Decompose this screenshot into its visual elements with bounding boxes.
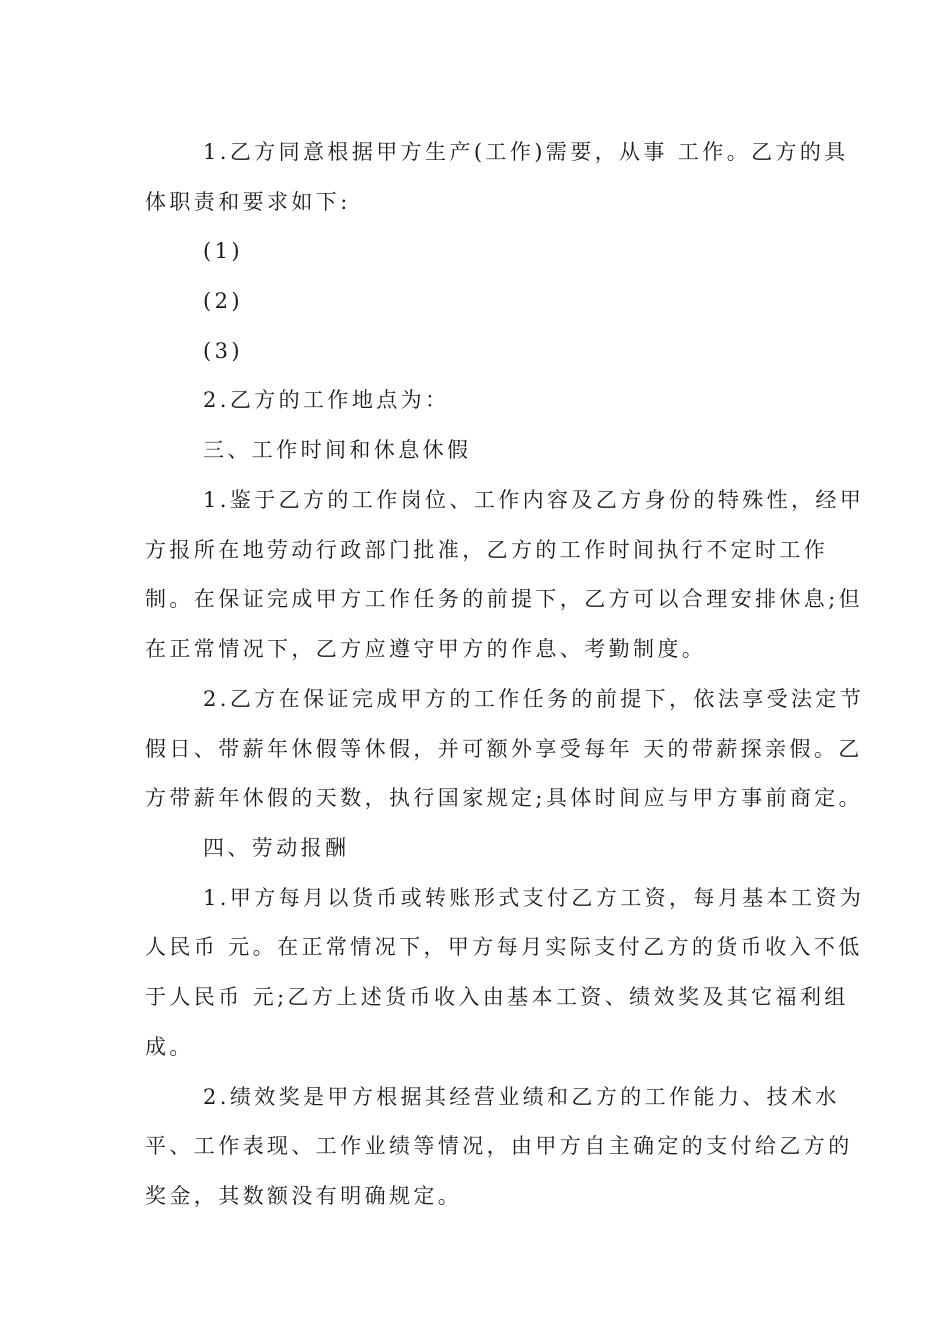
section-heading: 三、工作时间和休息休假 — [203, 438, 472, 462]
text-line: 在正常情况下，乙方应遵守甲方的作息、考勤制度。 — [145, 637, 707, 661]
text-line: 于人民币 元;乙方上述货币收入由基本工资、绩效奖及其它福利组 — [145, 985, 849, 1009]
text-line: 1.鉴于乙方的工作岗位、工作内容及乙方身份的特殊性，经甲 — [203, 488, 865, 512]
text-line: 2.乙方在保证完成甲方的工作任务的前提下，依法享受法定节 — [203, 687, 865, 711]
text-line: 假日、带薪年休假等休假，并可额外享受每年 天的带薪探亲假。乙 — [145, 737, 863, 761]
text-line: 人民币 元。在正常情况下，甲方每月实际支付乙方的货币收入不低 — [145, 935, 863, 959]
text-line: 成。 — [145, 1035, 194, 1059]
text-line: 方带薪年休假的天数，执行国家规定;具体时间应与甲方事前商定。 — [145, 786, 864, 810]
text-line: 2.绩效奖是甲方根据其经营业绩和乙方的工作能力、技术水 — [203, 1085, 840, 1109]
section-heading: 四、劳动报酬 — [203, 836, 350, 860]
list-marker: (3) — [203, 339, 243, 363]
text-line: 奖金，其数额没有明确规定。 — [145, 1184, 463, 1208]
text-line: 1.乙方同意根据甲方生产(工作)需要，从事 工作。乙方的具 — [203, 140, 849, 164]
list-marker: (2) — [203, 289, 243, 313]
text-line: 方报所在地劳动行政部门批准，乙方的工作时间执行不定时工作 — [145, 538, 829, 562]
text-line: 2.乙方的工作地点为： — [203, 388, 450, 412]
text-line: 体职责和要求如下: — [145, 190, 351, 214]
text-line: 1.甲方每月以货币或转账形式支付乙方工资，每月基本工资为 — [203, 886, 865, 910]
list-marker: (1) — [203, 239, 243, 263]
text-line: 平、工作表现、工作业绩等情况，由甲方自主确定的支付给乙方的 — [145, 1134, 853, 1158]
text-line: 制。在保证完成甲方工作任务的前提下，乙方可以合理安排休息;但 — [145, 587, 864, 611]
